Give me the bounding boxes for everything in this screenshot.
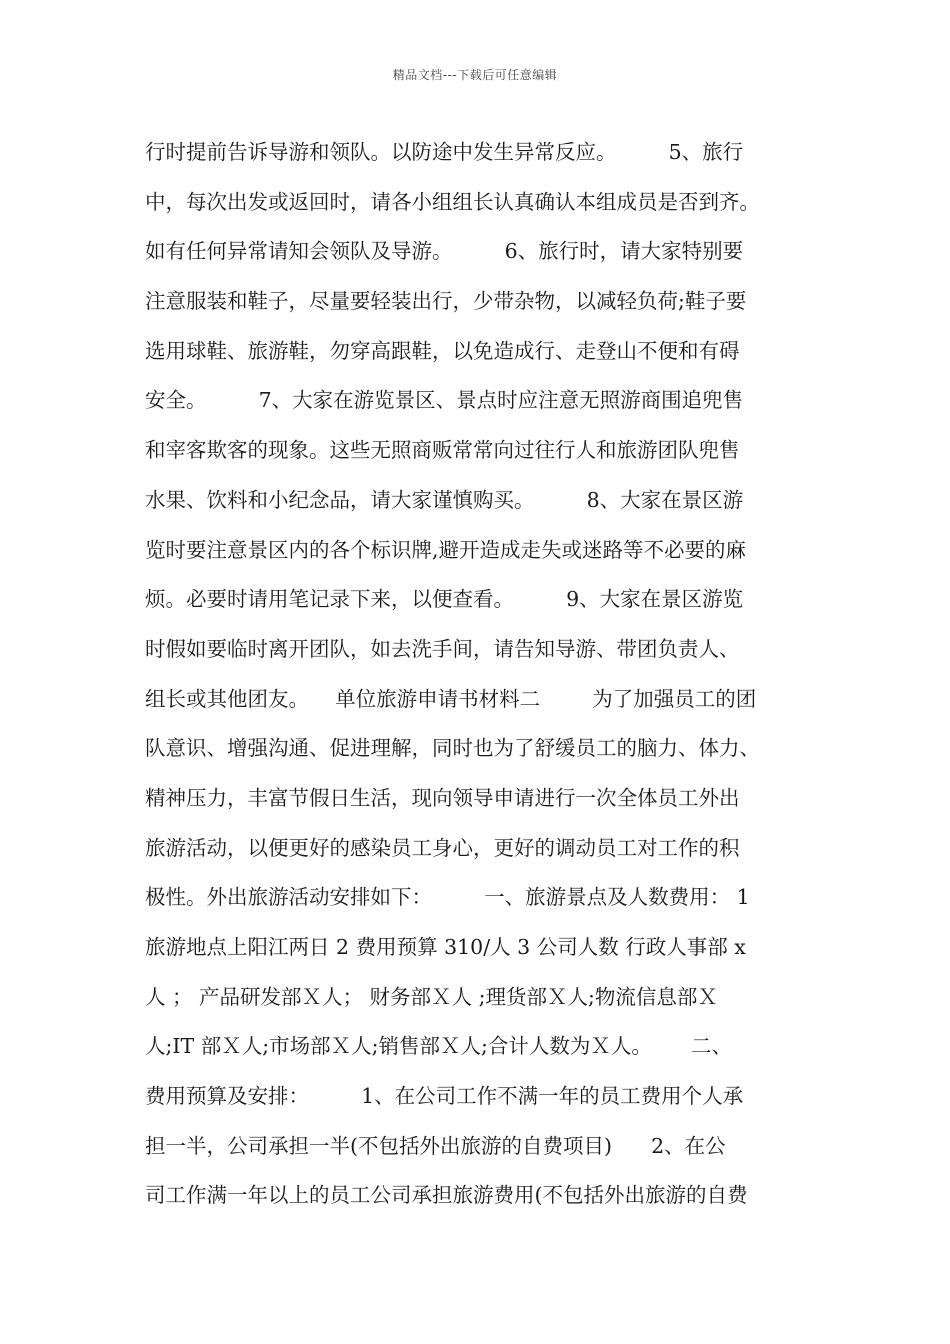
text-line: 组长或其他团友。 单位旅游申请书材料二 为了加强员工的团 bbox=[145, 686, 757, 711]
text-line: 担一半，公司承担一半(不包括外出旅游的自费项目) 2、在公 bbox=[145, 1133, 726, 1158]
text-line: 烦。必要时请用笔记录下来，以便查看。 9、大家在景区游览 bbox=[145, 587, 744, 612]
text-line: 中，每次出发或返回时，请各小组组长认真确认本组成员是否到齐。 bbox=[145, 189, 760, 214]
text-line: 人;IT 部Ｘ人;市场部Ｘ人;销售部Ｘ人;合计人数为Ｘ人。 二、 bbox=[145, 1034, 733, 1059]
text-line: 人 ； 产品研发部Ｘ人； 财务部Ｘ人 ;理货部Ｘ人;物流信息部Ｘ bbox=[145, 984, 718, 1009]
text-line: 注意服装和鞋子，尽量要轻装出行，少带杂物，以减轻负荷;鞋子要 bbox=[145, 289, 747, 314]
text-line: 司工作满一年以上的员工公司承担旅游费用(不包括外出旅游的自费 bbox=[145, 1183, 748, 1208]
text-line: 选用球鞋、旅游鞋，勿穿高跟鞋，以免造成行、走登山不便和有碍 bbox=[145, 338, 740, 363]
text-line: 如有任何异常请知会领队及导游。 6、旅行时，请大家特别要 bbox=[145, 239, 744, 264]
text-line: 旅游地点上阳江两日 2 费用预算 310/人 3 公司人数 行政人事部 x bbox=[145, 935, 746, 959]
text-line: 精神压力，丰富节假日生活，现向领导申请进行一次全体员工外出 bbox=[145, 785, 740, 810]
text-line: 旅游活动，以便更好的感染员工身心，更好的调动员工对工作的积 bbox=[145, 835, 740, 860]
text-line: 览时要注意景区内的各个标识牌,避开造成走失或迷路等不必要的麻 bbox=[145, 537, 747, 562]
text-line: 水果、饮料和小纪念品，请大家谨慎购买。 8、大家在景区游 bbox=[145, 487, 744, 512]
text-line: 安全。 7、大家在游览景区、景点时应注意无照游商围追兜售 bbox=[145, 388, 744, 413]
page-header: 精品文档---下载后可任意编辑 bbox=[392, 68, 558, 82]
text-line: 极性。外出旅游活动安排如下： 一、旅游景点及人数费用： 1 bbox=[145, 885, 750, 910]
document-body bbox=[145, 128, 825, 1221]
text-line: 队意识、增强沟通、促进理解，同时也为了舒缓员工的脑力、体力、 bbox=[145, 736, 760, 761]
text-line: 行时提前告诉导游和领队。以防途中发生异常反应。 5、旅行 bbox=[145, 140, 744, 164]
text-line: 和宰客欺客的现象。这些无照商贩常常向过往行人和旅游团队兜售 bbox=[145, 438, 740, 463]
text-line: 时假如要临时离开团队，如去洗手间，请告知导游、带团负责人、 bbox=[145, 636, 740, 661]
text-line: 费用预算及安排： 1、在公司工作不满一年的员工费用个人承 bbox=[145, 1084, 744, 1109]
